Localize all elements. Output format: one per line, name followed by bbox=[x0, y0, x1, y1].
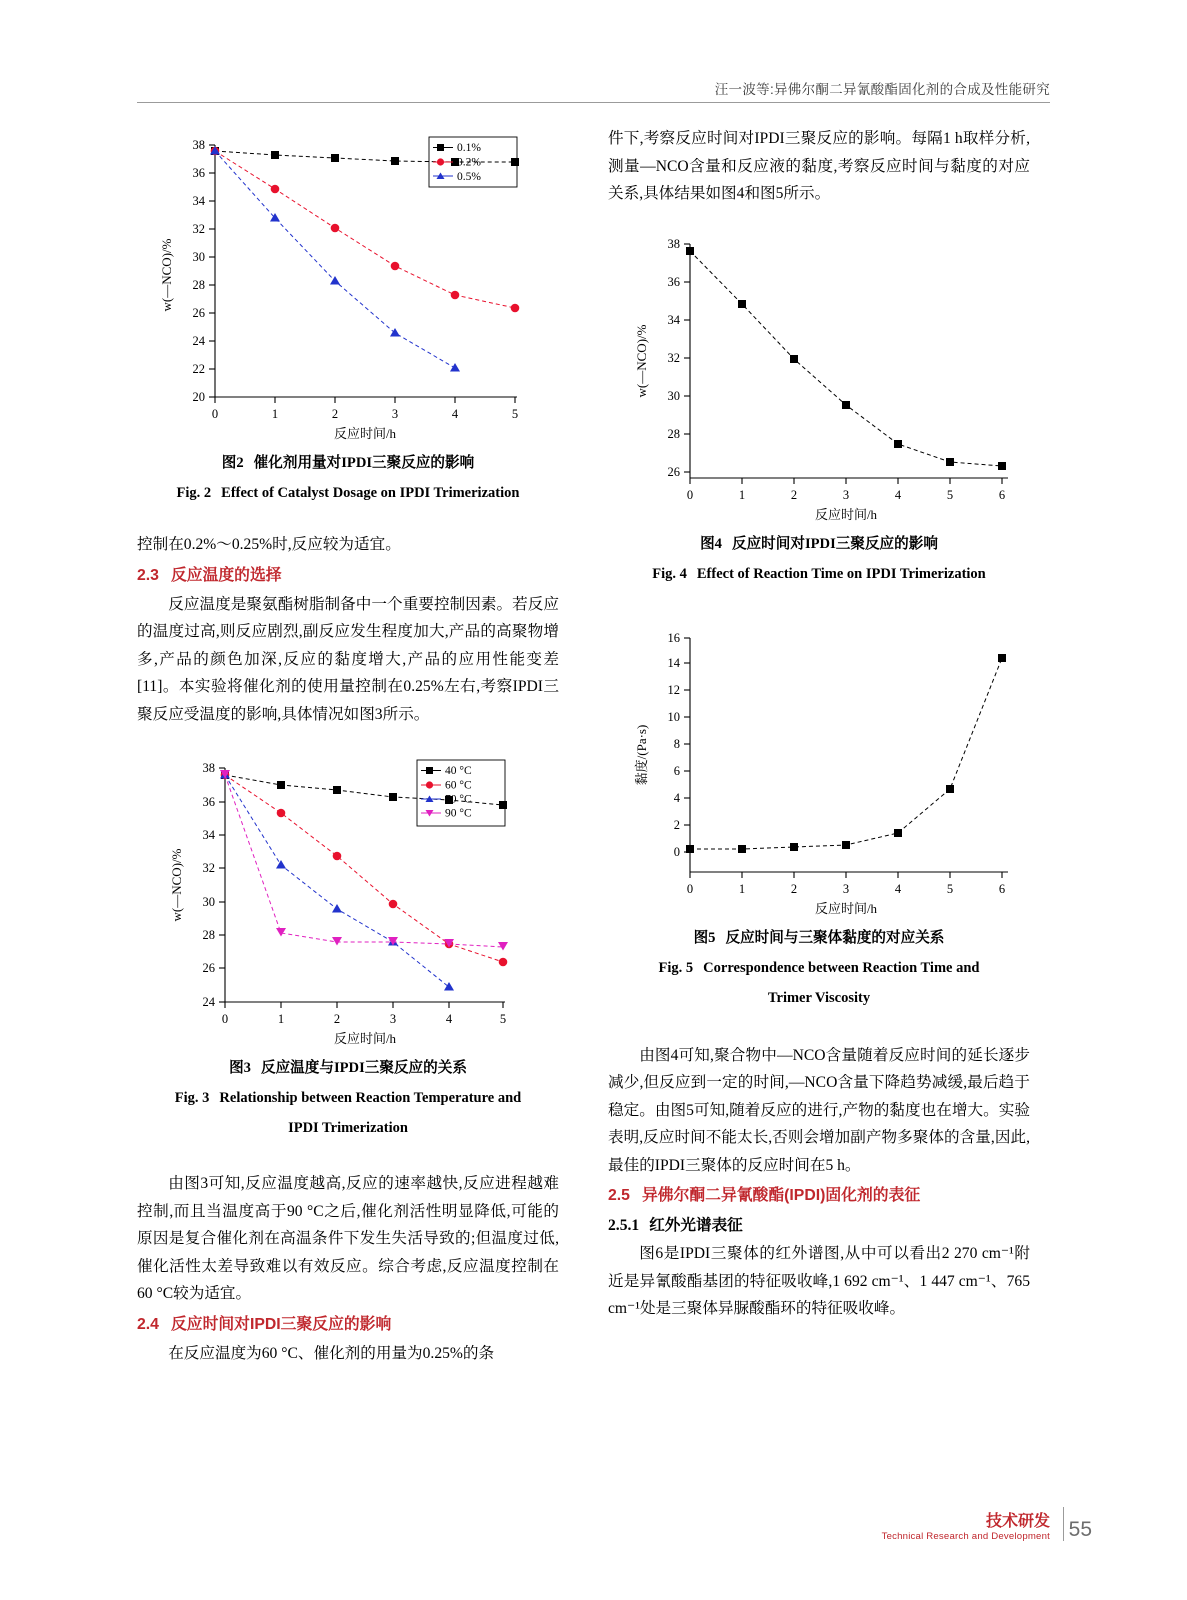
figure-4-text-en: Effect of Reaction Time on IPDI Trimerization bbox=[696, 565, 986, 582]
svg-text:22: 22 bbox=[192, 362, 205, 376]
figure-4-ylabel: w(—NCO)/% bbox=[634, 324, 649, 397]
svg-text:16: 16 bbox=[667, 630, 680, 645]
svg-text:34: 34 bbox=[667, 312, 680, 327]
svg-text:36: 36 bbox=[667, 274, 680, 289]
svg-text:2: 2 bbox=[333, 1012, 341, 1026]
section-heading-2-4 bbox=[137, 1311, 559, 1339]
svg-text:0: 0 bbox=[686, 487, 694, 502]
svg-text:24: 24 bbox=[202, 995, 215, 1009]
figure-5-text-zh: 反应时间与三聚体黏度的对应关系 bbox=[725, 929, 945, 946]
footer-brand-zh: 技术研发 bbox=[985, 1512, 1050, 1530]
svg-text:30: 30 bbox=[667, 388, 680, 403]
svg-text:26: 26 bbox=[202, 961, 215, 975]
left-paragraph-2: 反应温度是聚氨酯树脂制备中一个重要控制因素。若反应的温度过高,则反应剧烈,副反应发生程度加大,产品的高聚物增多,产品的颜色加深,反应的黏度增大,产品的应用性能变差[11]。本实验将催化剂的使用量控制在0.25%左右,考察IPDI三聚反应受温度的影响,具体情况如图3所示。 bbox=[137, 595, 559, 723]
section-2-4-number: 2.4 bbox=[137, 1315, 159, 1333]
section-2-4-title: 反应时间对IPDI三聚反应的影响 bbox=[170, 1315, 392, 1333]
left-paragraph-1: 控制在0.2%～0.25%时,反应较为适宜。 bbox=[137, 536, 401, 553]
svg-text:32: 32 bbox=[667, 350, 680, 365]
svg-text:40 °C: 40 °C bbox=[445, 765, 472, 777]
header-rule bbox=[137, 102, 1050, 103]
figure-2-caption-en bbox=[137, 481, 559, 505]
svg-text:3: 3 bbox=[842, 487, 850, 502]
svg-text:38: 38 bbox=[667, 236, 680, 251]
svg-text:0.1%: 0.1% bbox=[457, 142, 481, 154]
svg-text:1: 1 bbox=[277, 1012, 285, 1026]
figure-5-text-en: Correspondence between Reaction Time and bbox=[703, 959, 980, 976]
svg-text:2: 2 bbox=[331, 407, 339, 421]
svg-text:3: 3 bbox=[389, 1012, 397, 1026]
svg-text:5: 5 bbox=[946, 487, 954, 502]
figure-4-label-en: Fig. 4 bbox=[652, 565, 687, 582]
left-paragraph-4: 在反应温度为60 °C、催化剂的用量为0.25%的条 bbox=[168, 1344, 495, 1362]
svg-text:1: 1 bbox=[271, 407, 279, 421]
section-2-5-1-title: 红外光谱表征 bbox=[649, 1217, 743, 1234]
svg-text:24: 24 bbox=[192, 334, 205, 348]
svg-text:10: 10 bbox=[667, 709, 680, 724]
figure-5-caption-zh bbox=[608, 926, 1030, 950]
svg-text:4: 4 bbox=[673, 790, 680, 805]
figure-2-xlabel: 反应时间/h bbox=[333, 426, 397, 441]
svg-text:0.5%: 0.5% bbox=[457, 171, 481, 183]
figure-3-caption-en bbox=[137, 1086, 559, 1110]
figure-2-ylabel: w(—NCO)/% bbox=[159, 238, 174, 312]
left-column bbox=[137, 125, 559, 1367]
section-2-3-number: 2.3 bbox=[137, 566, 159, 584]
footer-brand-en: Technical Research and Development bbox=[881, 1530, 1050, 1542]
svg-text:0: 0 bbox=[211, 407, 219, 421]
figure-5-chart bbox=[608, 620, 1030, 920]
running-head: 汪一波等:异佛尔酮二异氰酸酯固化剂的合成及性能研究 bbox=[714, 82, 1050, 97]
right-paragraph-2: 由图4可知,聚合物中—NCO含量随着反应时间的延长逐步减少,但反应到一定的时间,—NCO含量下降趋势减缓,最后趋于稳定。由图5可知,随着反应的进行,产物的黏度也在增大。实验表明,反应时间不能太长,否则会增加副产物多聚体的含量,因此,最佳的IPDI三聚体的反应时间在5 h。 bbox=[608, 1046, 1030, 1174]
svg-text:14: 14 bbox=[667, 655, 680, 670]
svg-text:38: 38 bbox=[202, 761, 215, 775]
section-heading-2-5-1 bbox=[608, 1212, 1030, 1240]
svg-text:28: 28 bbox=[192, 278, 205, 292]
svg-text:32: 32 bbox=[202, 861, 215, 875]
right-paragraph-1: 件下,考察反应时间对IPDI三聚反应的影响。每隔1 h取样分析,测量—NCO含量和反应液的黏度,考察反应时间与黏度的对应关系,具体结果如图4和图5所示。 bbox=[608, 130, 1030, 202]
section-heading-2-5 bbox=[608, 1182, 1030, 1210]
figure-3-caption-zh bbox=[137, 1056, 559, 1080]
figure-2-chart bbox=[137, 125, 559, 445]
figure-2 bbox=[137, 125, 559, 445]
figure-2-label-en: Fig. 2 bbox=[176, 485, 212, 501]
figure-3-caption-en-line2: IPDI Trimerization bbox=[288, 1120, 408, 1136]
figure-5-ylabel: 黏度/(Pa·s) bbox=[634, 724, 649, 785]
svg-text:6: 6 bbox=[998, 881, 1006, 896]
svg-text:8: 8 bbox=[673, 736, 680, 751]
figure-3-text-en: Relationship between Reaction Temperature and bbox=[219, 1090, 522, 1106]
svg-text:4: 4 bbox=[894, 881, 902, 896]
svg-text:3: 3 bbox=[842, 881, 850, 896]
svg-text:36: 36 bbox=[202, 795, 215, 809]
figure-2-caption-zh bbox=[137, 451, 559, 475]
svg-text:0: 0 bbox=[673, 844, 680, 859]
figure-4-label-zh: 图4 bbox=[700, 535, 722, 552]
svg-text:0: 0 bbox=[686, 881, 694, 896]
figure-3-label-en: Fig. 3 bbox=[174, 1090, 210, 1106]
svg-text:30: 30 bbox=[192, 250, 205, 264]
footer-brand bbox=[881, 1512, 1092, 1542]
figure-4-caption-zh bbox=[608, 532, 1030, 556]
figure-2-legend bbox=[433, 142, 481, 183]
svg-text:12: 12 bbox=[667, 682, 680, 697]
section-2-5-1-number: 2.5.1 bbox=[608, 1217, 640, 1234]
figure-4 bbox=[608, 226, 1030, 526]
figure-4-xlabel: 反应时间/h bbox=[814, 506, 878, 522]
right-column bbox=[608, 125, 1030, 1323]
svg-text:60 °C: 60 °C bbox=[445, 779, 472, 792]
svg-text:38: 38 bbox=[192, 138, 205, 152]
figure-5-xlabel: 反应时间/h bbox=[814, 900, 878, 916]
svg-text:6: 6 bbox=[673, 763, 680, 778]
svg-text:1: 1 bbox=[738, 487, 746, 502]
svg-text:34: 34 bbox=[192, 194, 205, 208]
figure-3 bbox=[137, 750, 559, 1050]
figure-3-label-zh: 图3 bbox=[229, 1060, 251, 1076]
figure-5-caption-en bbox=[608, 956, 1030, 980]
section-2-5-number: 2.5 bbox=[608, 1187, 630, 1204]
section-heading-2-3 bbox=[137, 562, 559, 590]
figure-2-text-en: Effect of Catalyst Dosage on IPDI Trimerization bbox=[221, 485, 520, 501]
svg-text:1: 1 bbox=[738, 881, 746, 896]
svg-text:2: 2 bbox=[790, 881, 798, 896]
svg-text:26: 26 bbox=[192, 306, 205, 320]
svg-text:70 °C: 70 °C bbox=[445, 793, 472, 806]
svg-text:28: 28 bbox=[667, 426, 680, 441]
svg-text:20: 20 bbox=[192, 390, 205, 404]
svg-text:5: 5 bbox=[946, 881, 954, 896]
figure-5-caption-en-line2: Trimer Viscosity bbox=[767, 989, 871, 1006]
figure-2-label-zh: 图2 bbox=[221, 455, 244, 471]
page-number: 55 bbox=[1068, 1517, 1092, 1541]
section-2-5-title: 异佛尔酮二异氰酸酯(IPDI)固化剂的表征 bbox=[641, 1187, 921, 1204]
figure-3-legend bbox=[421, 765, 472, 820]
figure-4-caption-en bbox=[608, 562, 1030, 586]
svg-text:4: 4 bbox=[894, 487, 902, 502]
svg-text:90 °C: 90 °C bbox=[445, 807, 472, 820]
figure-4-text-zh: 反应时间对IPDI三聚反应的影响 bbox=[731, 535, 938, 552]
svg-text:28: 28 bbox=[202, 928, 215, 942]
svg-text:36: 36 bbox=[192, 166, 205, 180]
svg-text:5: 5 bbox=[511, 407, 519, 421]
svg-text:2: 2 bbox=[790, 487, 798, 502]
svg-text:6: 6 bbox=[998, 487, 1006, 502]
footer-divider bbox=[1063, 1507, 1064, 1541]
svg-text:0: 0 bbox=[221, 1012, 229, 1026]
svg-text:4: 4 bbox=[451, 407, 459, 421]
section-2-3-title: 反应温度的选择 bbox=[170, 566, 282, 584]
figure-5-label-en: Fig. 5 bbox=[658, 959, 694, 976]
svg-text:26: 26 bbox=[667, 464, 680, 479]
svg-text:32: 32 bbox=[192, 222, 205, 236]
figure-2-text-zh: 催化剂用量对IPDI三聚反应的影响 bbox=[253, 455, 475, 471]
figure-3-text-zh: 反应温度与IPDI三聚反应的关系 bbox=[260, 1060, 467, 1076]
figure-5 bbox=[608, 620, 1030, 920]
figure-5-label-zh: 图5 bbox=[693, 929, 716, 946]
right-paragraph-3: 图6是IPDI三聚体的红外谱图,从中可以看出2 270 cm⁻¹附近是异氰酸酯基团的特征吸收峰,1 692 cm⁻¹、1 447 cm⁻¹、765 cm⁻¹处是三聚体异脲酸酯环的特征吸收峰。 bbox=[608, 1245, 1030, 1317]
svg-text:5: 5 bbox=[499, 1012, 507, 1026]
figure-3-ylabel: w(—NCO)/% bbox=[169, 848, 184, 922]
svg-text:2: 2 bbox=[673, 817, 680, 832]
figure-3-chart bbox=[137, 750, 559, 1050]
svg-text:3: 3 bbox=[391, 407, 399, 421]
figure-3-xlabel: 反应时间/h bbox=[333, 1031, 397, 1046]
figure-4-chart bbox=[608, 226, 1030, 526]
svg-text:0.2%: 0.2% bbox=[457, 156, 481, 169]
left-paragraph-3: 由图3可知,反应温度越高,反应的速率越快,反应进程越难控制,而且当温度高于90 °C之后,催化剂活性明显降低,可能的原因是复合催化剂在高温条件下发生失活导致的;但温度过低,催化活性太差导致难以有效反应。综合考虑,反应温度控制在60 °C较为适宜。 bbox=[137, 1175, 559, 1302]
svg-text:34: 34 bbox=[202, 828, 215, 842]
svg-text:4: 4 bbox=[445, 1012, 453, 1026]
svg-text:30: 30 bbox=[202, 895, 215, 909]
